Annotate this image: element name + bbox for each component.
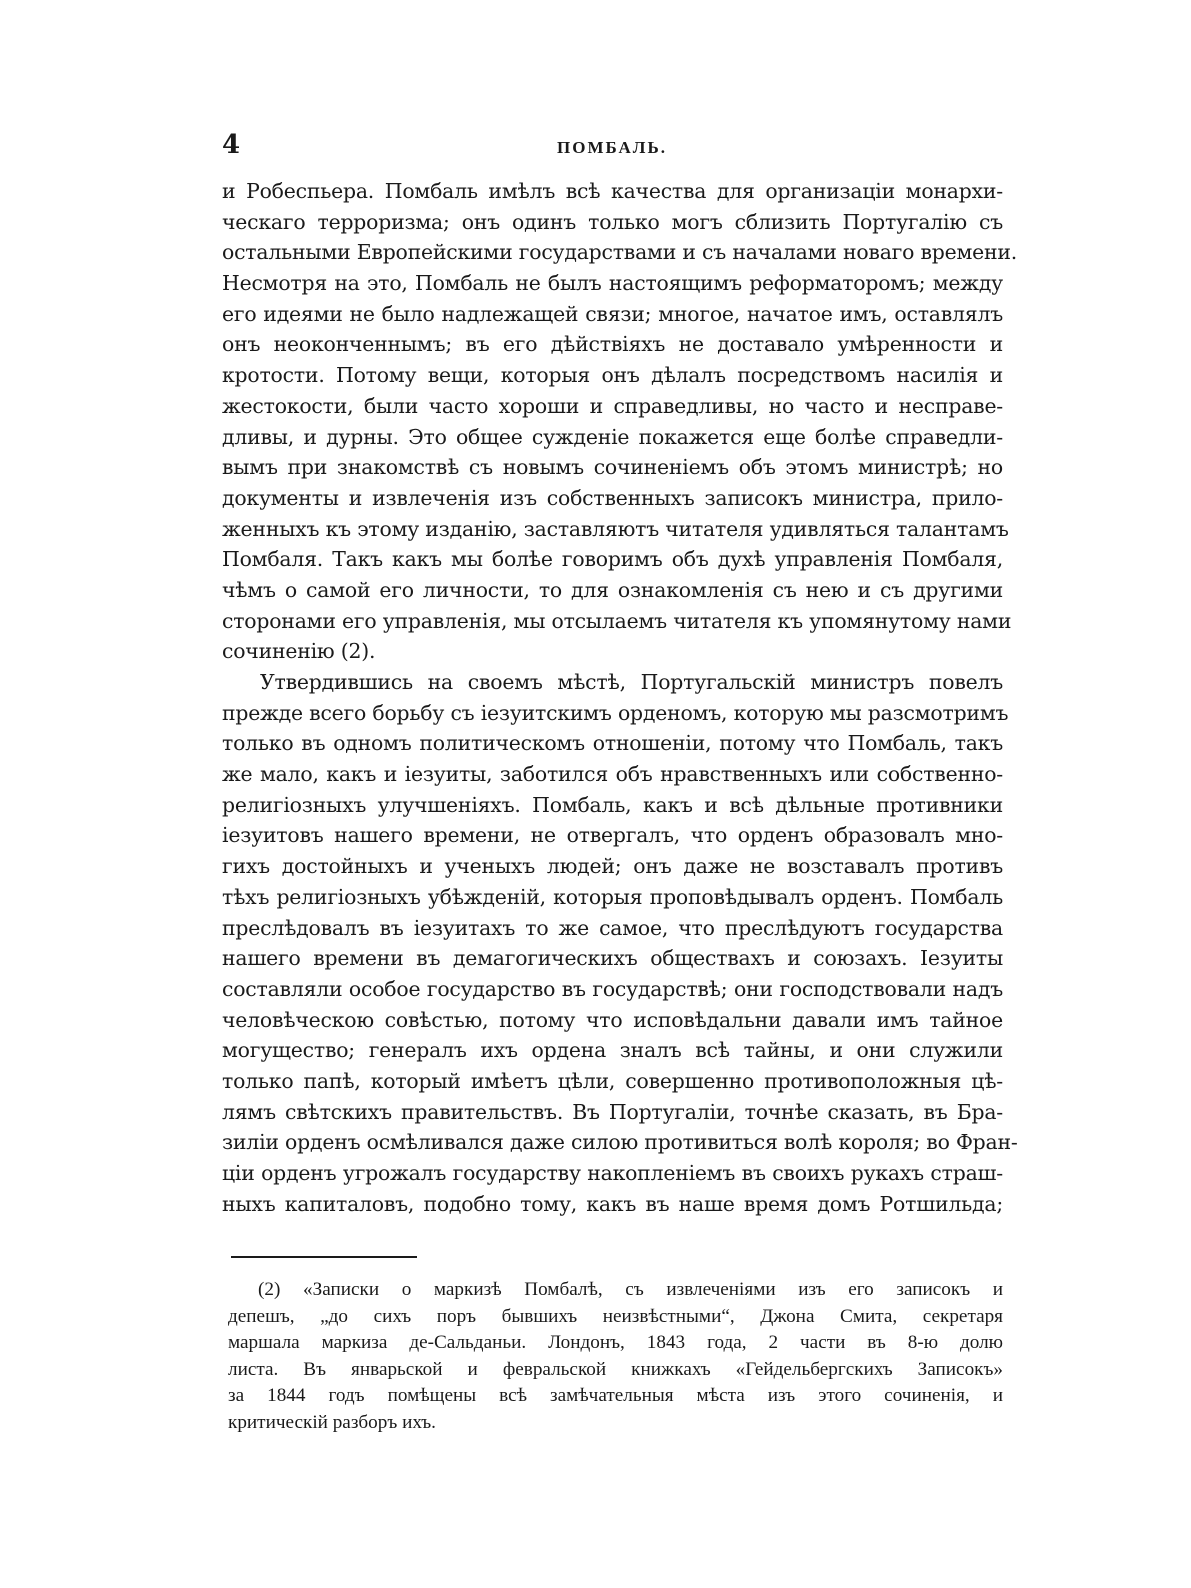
- text-line: сторонами его управленія, мы отсылаемъ читателя къ упомянутому нами: [222, 608, 1012, 633]
- text-line: кротости. Потому вещи, которыя онъ дѣлалъ посредствомъ насилія и: [222, 363, 1003, 388]
- main-text: [222, 176, 1018, 1219]
- text-line: документы и извлеченія изъ собственныхъ записокъ министра, прило-: [222, 485, 1003, 510]
- running-title: ПОМБАЛЬ.: [557, 138, 667, 157]
- text-line: зиліи орденъ осмѣливался даже силою противиться волѣ короля; во Фран-: [222, 1130, 1018, 1155]
- footnote: [228, 1277, 1003, 1436]
- footnote-line: критическій разборъ ихъ.: [228, 1411, 436, 1433]
- footnote-divider: [231, 1256, 417, 1258]
- footnote-line: листа. Въ январьской и февральской книжкахъ «Гейдельбергскихъ Записокъ»: [228, 1358, 1003, 1380]
- text-line: дливы, и дурны. Это общее сужденіе покажется еще болѣе справедли-: [222, 424, 1003, 449]
- text-line: Помбаля. Такъ какъ мы болѣе говоримъ объ духѣ управленія Помбаля,: [222, 547, 1003, 572]
- text-line: гихъ достойныхъ и ученыхъ людей; онъ даже не возставалъ противъ: [222, 854, 1003, 879]
- text-line: чѣмъ о самой его личности, то для ознакомленія съ нею и съ другими: [222, 577, 1003, 602]
- footnote-line: маршала маркиза де-Сальданьи. Лондонъ, 1843 года, 2 части въ 8-ю долю: [228, 1332, 1003, 1353]
- text-line: прежде всего борьбу съ іезуитскимъ орденомъ, которую мы разсмотримъ: [222, 700, 1009, 725]
- text-line: нашего времени въ демагогическихъ обществахъ и союзахъ. Іезуиты: [222, 946, 1003, 971]
- text-line: и Робеспьера. Помбаль имѣлъ всѣ качества для организаціи монархи-: [222, 179, 1003, 203]
- page-header: [222, 130, 1002, 166]
- text-line: онъ неоконченнымъ; въ его дѣйствіяхъ не доставало умѣренности и: [222, 332, 1003, 357]
- text-line: преслѣдовалъ въ іезуитахъ то же самое, что преслѣдуютъ государства: [222, 915, 1003, 940]
- text-line: тѣхъ религіозныхъ убѣжденій, которыя проповѣдывалъ орденъ. Помбаль: [222, 884, 1003, 909]
- text-line: жестокости, были часто хороши и справедливы, но часто и несправе-: [222, 393, 1003, 418]
- text-line: сочиненію (2).: [222, 639, 376, 664]
- page-number: 4: [222, 130, 241, 160]
- text-line: ціи орденъ угрожалъ государству накопленіемъ въ своихъ рукахъ страш-: [222, 1161, 1003, 1185]
- text-line: женныхъ къ этому изданію, заставляютъ читателя удивляться талантамъ: [222, 516, 1009, 541]
- footnote-line: за 1844 годъ помѣщены всѣ замѣчательныя мѣста изъ этого сочиненія, и: [228, 1385, 1003, 1406]
- text-line: Несмотря на это, Помбаль не былъ настоящимъ реформаторомъ; между: [222, 271, 1003, 296]
- paragraph-start-line: Утвердившись на своемъ мѣстѣ, Португальскій министръ повелъ: [260, 670, 1003, 694]
- text-line: остальными Европейскими государствами и съ началами новаго времени.: [222, 240, 1018, 265]
- text-line: ныхъ капиталовъ, подобно тому, какъ въ наше время домъ Ротшильда;: [222, 1191, 1003, 1216]
- footnote-line: депешъ, „до сихъ поръ бывшихъ неизвѣстными“, Джона Смита, секретаря: [228, 1305, 1003, 1327]
- text-line: ческаго терроризма; онъ одинъ только могъ сблизить Португалію съ: [222, 209, 1003, 234]
- text-line: религіозныхъ улучшеніяхъ. Помбаль, какъ и всѣ дѣльные противники: [222, 792, 1003, 817]
- text-line: лямъ свѣтскихъ правительствъ. Въ Португаліи, точнѣе сказать, въ Бра-: [222, 1099, 1003, 1124]
- text-line: іезуитовъ нашего времени, не отвергалъ, что орденъ образовалъ мно-: [222, 823, 1003, 848]
- footnote-line: (2) «Записки о маркизѣ Помбалѣ, съ извлеченіями изъ его записокъ и: [258, 1279, 1003, 1300]
- text-line: только папѣ, который имѣетъ цѣли, совершенно противоположныя цѣ-: [222, 1068, 1003, 1093]
- text-line: только въ одномъ политическомъ отношеніи, потому что Помбаль, такъ: [222, 731, 1003, 756]
- text-line: вымъ при знакомствѣ съ новымъ сочиненіемъ объ этомъ министрѣ; но: [222, 455, 1003, 480]
- text-line: могущество; генералъ ихъ ордена зналъ всѣ тайны, и они служили: [222, 1038, 1003, 1063]
- text-line: составляли особое государство въ государствѣ; они господствовали надъ: [222, 976, 1003, 1001]
- text-line: его идеями не было надлежащей связи; многое, начатое имъ, оставлялъ: [222, 301, 1003, 326]
- text-line: же мало, какъ и іезуиты, заботился объ нравственныхъ или собственно-: [222, 762, 1003, 787]
- text-line: человѣческою совѣстью, потому что исповѣдальни давали имъ тайное: [222, 1007, 1003, 1032]
